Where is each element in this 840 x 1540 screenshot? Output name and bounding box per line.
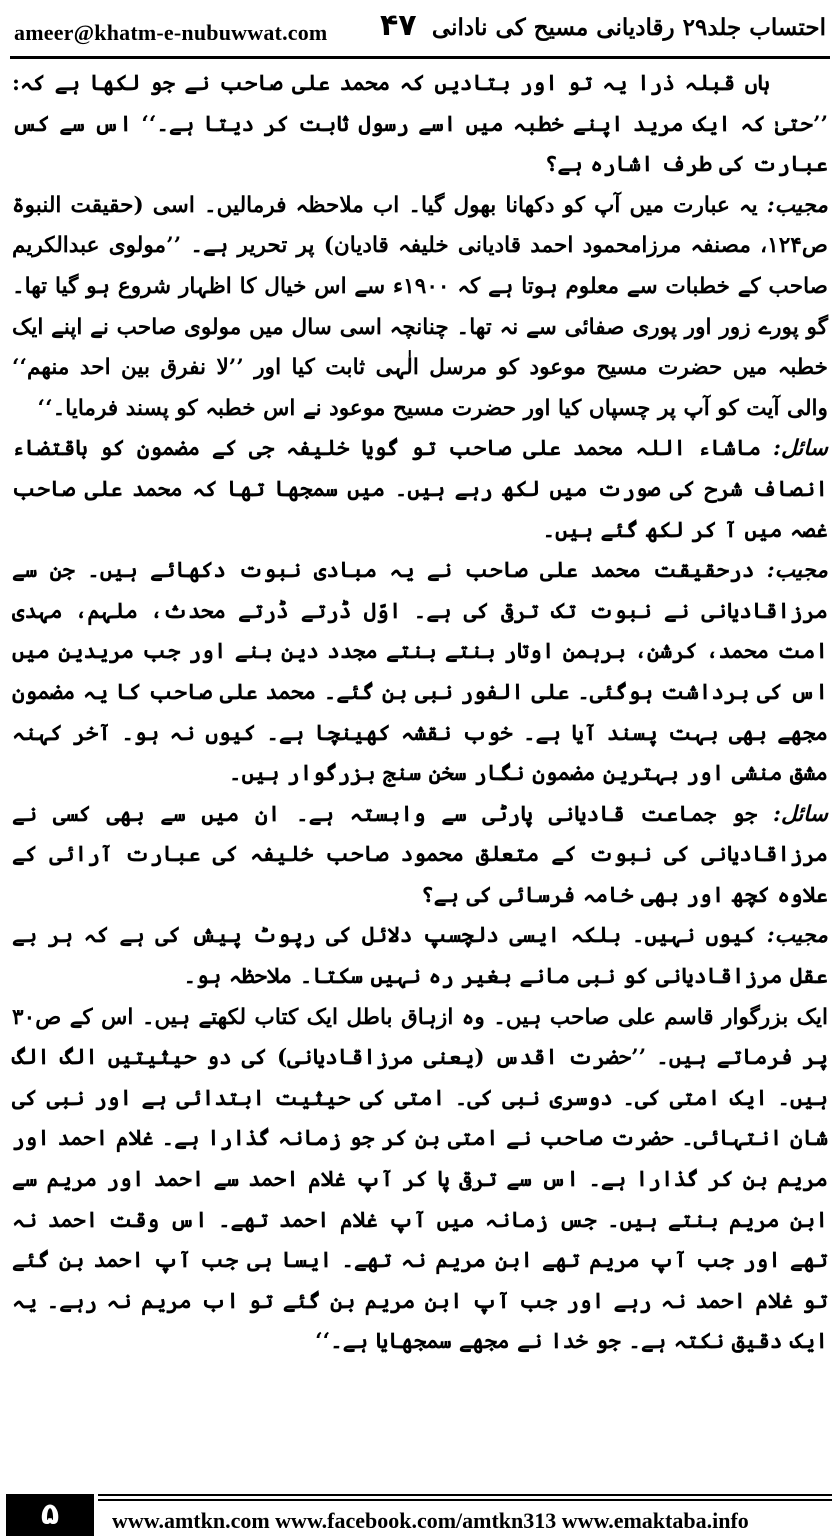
paragraph-1: ہاں قبلہ ذرا یہ تو اور بتادیں کہ محمد علی صاحب نے جو لکھا ہے کہ: ’’حتیٰ کہ ایک مرید اپنے خطبہ میں اسے رسول ثابت کر دیتا ہے۔‘‘ اس سے کس عبارت کی طرف اشارہ ہے؟ — [12, 71, 828, 178]
paragraph-2 — [12, 186, 828, 430]
header-rule — [10, 56, 830, 59]
page-body — [12, 64, 828, 1464]
paragraph-4 — [12, 551, 828, 795]
running-title: احتساب جلد۲۹ رقادیانی مسیح کی نادانی — [431, 14, 826, 41]
page-footer — [0, 1492, 840, 1540]
paragraph-5 — [12, 795, 828, 917]
paragraph-2-text: یہ عبارت میں آپ کو دکھانا بھول گیا۔ اب ملاحظہ فرمالیں۔ اسی (حقیقت النبوۃ ص۱۲۴، مصنفہ مرزامحمود احمد قادیانی خلیفہ قادیان) پر تحریر ہے۔ ’’مولوی عبدالکریم صاحب کے خطبات سے معلوم ہوتا ہے کہ ۱۹۰۰ء سے اس خیال کا اظہار شروع ہو گیا تھا۔ گو پورے زور اور پوری صفائی سے نہ تھا۔ چنانچہ اسی سال میں مولوی صاحب نے اپنے ایک خطبہ میں حضرت مسیح موعود کو مرسل الٰہی ثابت کیا اور ’’لا نفرق بین احد منھم‘‘ والی آیت کو آپ پر چسپاں کیا اور حضرت مسیح موعود نے اس خطبہ کو پسند فرمایا۔‘‘ — [12, 192, 828, 421]
paragraph-3-text: ماشاء اللہ محمد علی صاحب تو گویا خلیفہ جی کے مضمون کو باقتضاء انصاف شرح کی صورت میں لکھ رہے ہیں۔ میں سمجھا تھا کہ محمد علی صاحب غصہ میں آ کر لکھ گئے ہیں۔ — [12, 436, 828, 543]
footer-number-box: ۵ — [6, 1494, 94, 1536]
paragraph-5-text: جو جماعت قادیانی پارٹی سے وابستہ ہے۔ ان میں سے بھی کسی نے مرزاقادیانی کی نبوت کے متعلق محمود صاحب خلیفہ کی عبارت آرائی کے علاوہ کچھ اور بھی خامہ فرسائی کی ہے؟ — [12, 801, 828, 908]
paragraph-7: ایک بزرگوار قاسم علی صاحب ہیں۔ وہ ازہاق باطل ایک کتاب لکھتے ہیں۔ اس کے ص۳۰ پر فرماتے ہیں۔ ’’حضرت اقدس (یعنی مرزاقادیانی) کی دو حیثیتیں الگ الگ ہیں۔ ایک امتی کی۔ دوسری نبی کی۔ امتی کی حیثیت ابتدائی ہے اور نبی کی شان انتہائی۔ حضرت صاحب نے امتی بن کر جو زمانہ گذارا ہے۔ غلام احمد اور مریم بن کر گذارا ہے۔ اس سے ترقی پا کر آپ غلام احمد سے احمد اور مریم سے ابن مریم بنتے ہیں۔ جس زمانہ میں آپ غلام احمد تھے۔ اس وقت احمد نہ تھے اور جب آپ مریم تھے ابن مریم نہ تھے۔ ایسا ہی جب آپ احمد بن گئے تو غلام احمد نہ رہے اور جب آپ ابن مریم بن گئے تو اب مریم نہ رہے۔ یہ ایک دقیق نکتہ ہے۔ جو خدا نے مجھے سمجھایا ہے۔‘‘ — [12, 1004, 828, 1355]
page-number: ۴۷ — [380, 8, 417, 43]
paragraph-6-text: کیوں نہیں۔ بلکہ ایسی دلچسپ دلائل کی رپوٹ پیش کی ہے کہ ہر بے عقل مرزاقادیانی کو نبی مانے بغیر رہ نہیں سکتا۔ ملاحظہ ہو۔ — [12, 923, 828, 990]
footer-rule-top — [98, 1494, 832, 1496]
speaker-mujeeb: مجیب: — [766, 558, 828, 584]
speaker-mujeeb: مجیب: — [766, 192, 828, 218]
footer-urls: www.amtkn.com www.facebook.com/amtkn313 www.emaktaba.info — [112, 1508, 749, 1533]
email-address: ameer@khatm-e-nubuwwat.com — [14, 20, 328, 45]
speaker-sail: سائل: — [772, 801, 828, 827]
footer-rule-bottom — [98, 1499, 832, 1501]
paragraph-4-text: درحقیقت محمد علی صاحب نے یہ مبادی نبوت دکھائے ہیں۔ جن سے مرزاقادیانی نے نبوت تک ترقی کی ہے۔ اوّل ڈرتے ڈرتے محدث، ملہم، مہدی امت محمد، کرشن، برہمن اوتار بنتے بنتے مجدد دین بنے اور جب مریدین میں اس کی برداشت ہوگئی۔ علی الفور نبی بن گئے۔ محمد علی صاحب کا یہ مضمون مجھے بھی بہت پسند آیا ہے۔ خوب نقشہ کھینچا ہے۔ کیوں نہ ہو۔ آخر کہنہ مشق منشی اور بہترین مضمون نگار سخن سنج بزرگوار ہیں۔ — [12, 558, 828, 787]
paragraph-3 — [12, 429, 828, 551]
paragraph-6 — [12, 916, 828, 997]
page-header — [0, 0, 840, 58]
speaker-sail: سائل: — [772, 436, 828, 462]
speaker-mujeeb: مجیب: — [766, 923, 828, 949]
